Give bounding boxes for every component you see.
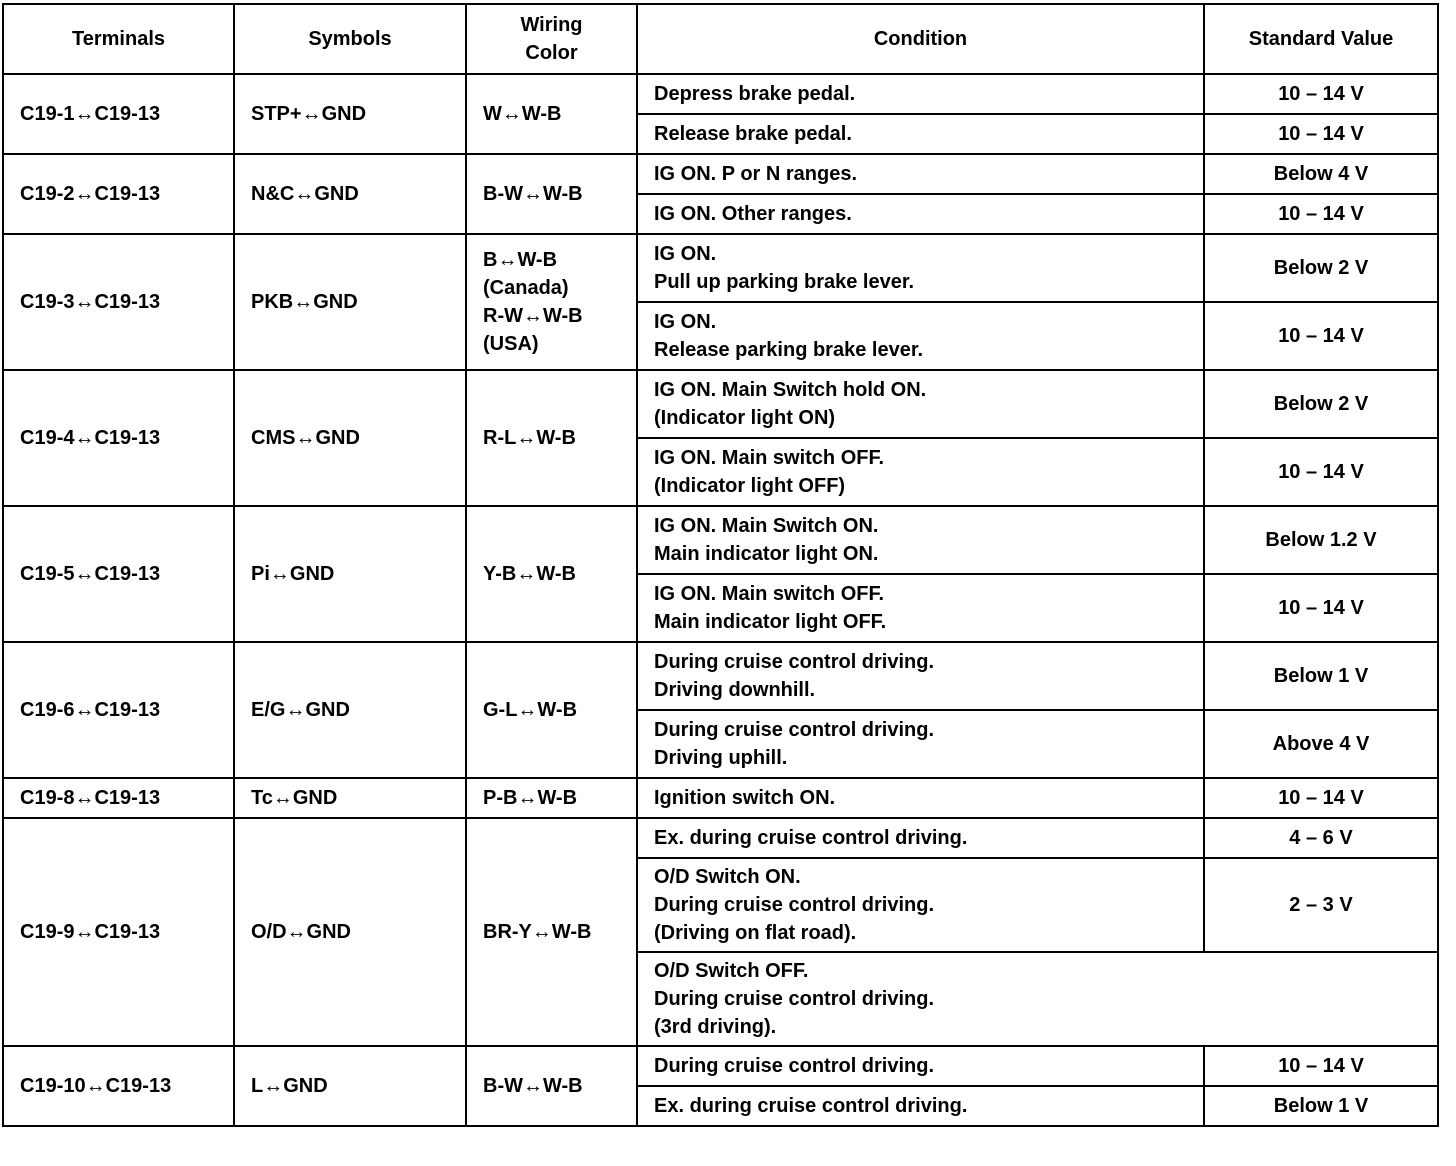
wiring-color-cell	[466, 234, 637, 370]
condition-cell	[637, 1046, 1204, 1086]
condition-line: IG ON. Main Switch ON.	[654, 515, 879, 537]
wiring-color-cell	[466, 506, 637, 642]
wiring-line: B-W↔W-B	[483, 1075, 583, 1097]
terminals-cell: C19-10↔C19-13	[3, 1046, 234, 1126]
wiring-line: (USA)	[483, 333, 539, 355]
symbols-cell: L↔GND	[234, 1046, 466, 1126]
condition-cell	[637, 858, 1204, 952]
standard-value-cell: Below 1 V	[1204, 642, 1438, 710]
condition-cell	[637, 574, 1204, 642]
header-symbols: Symbols	[234, 4, 466, 74]
wiring-line: BR-Y↔W-B	[483, 921, 592, 943]
header-condition: Condition	[637, 4, 1204, 74]
table-row	[3, 154, 1438, 194]
wiring-color-cell	[466, 818, 637, 1046]
condition-line: Ex. during cruise control driving.	[654, 827, 968, 849]
condition-line: IG ON. P or N ranges.	[654, 163, 858, 185]
condition-line: O/D Switch OFF.	[654, 960, 809, 982]
condition-line: (Indicator light ON)	[654, 407, 836, 429]
condition-cell	[637, 194, 1204, 234]
condition-line: Release parking brake lever.	[654, 339, 924, 361]
wiring-line: G-L↔W-B	[483, 699, 578, 721]
condition-line: During cruise control driving.	[654, 988, 935, 1010]
condition-cell	[637, 438, 1204, 506]
condition-line: Pull up parking brake lever.	[654, 271, 915, 293]
standard-value-cell: 2 – 3 V	[1204, 858, 1438, 952]
condition-line: IG ON. Main switch OFF.	[654, 447, 885, 469]
standard-value-cell: 10 – 14 V	[1204, 778, 1438, 818]
wiring-line: R-L↔W-B	[483, 427, 576, 449]
condition-line: Main indicator light OFF.	[654, 611, 887, 633]
terminals-cell: C19-3↔C19-13	[3, 234, 234, 370]
terminals-cell: C19-2↔C19-13	[3, 154, 234, 234]
standard-value-cell: 10 – 14 V	[1204, 574, 1438, 642]
condition-cell	[637, 642, 1204, 710]
header-terminals: Terminals	[3, 4, 234, 74]
condition-line: Driving uphill.	[654, 747, 788, 769]
terminals-cell: C19-1↔C19-13	[3, 74, 234, 154]
header-wiring-line2: Color	[525, 42, 578, 64]
condition-cell	[637, 154, 1204, 194]
wiring-color-cell	[466, 154, 637, 234]
standard-value-cell: 4 – 6 V	[1204, 818, 1438, 858]
standard-value-cell: 10 – 14 V	[1204, 194, 1438, 234]
spec-table-wrapper	[2, 3, 1439, 1127]
condition-line: Depress brake pedal.	[654, 83, 856, 105]
standard-value-cell: Below 1.2 V	[1204, 506, 1438, 574]
condition-line: IG ON. Other ranges.	[654, 203, 852, 225]
wiring-line: B-W↔W-B	[483, 183, 583, 205]
terminals-cell: C19-5↔C19-13	[3, 506, 234, 642]
terminals-cell: C19-9↔C19-13	[3, 818, 234, 1046]
terminal-standard-value-table	[2, 3, 1439, 1127]
table-row	[3, 74, 1438, 114]
header-row	[3, 4, 1438, 74]
wiring-line: P-B↔W-B	[483, 787, 578, 809]
standard-value-cell: 10 – 14 V	[1204, 114, 1438, 154]
standard-value-cell: 10 – 14 V	[1204, 74, 1438, 114]
standard-value-cell: Above 4 V	[1204, 710, 1438, 778]
condition-cell	[637, 778, 1204, 818]
condition-line: IG ON.	[654, 311, 717, 333]
condition-line: Main indicator light ON.	[654, 543, 879, 565]
condition-line: Ex. during cruise control driving.	[654, 1095, 968, 1117]
condition-cell	[637, 952, 1438, 1046]
condition-line: (Driving on flat road).	[654, 922, 857, 944]
condition-line: During cruise control driving.	[654, 651, 935, 673]
symbols-cell: Pi↔GND	[234, 506, 466, 642]
wiring-color-cell	[466, 778, 637, 818]
symbols-cell: N&C↔GND	[234, 154, 466, 234]
condition-line: IG ON. Main Switch hold ON.	[654, 379, 927, 401]
condition-cell	[637, 370, 1204, 438]
table-row	[3, 818, 1438, 858]
condition-cell	[637, 114, 1204, 154]
standard-value-cell: Below 4 V	[1204, 154, 1438, 194]
symbols-cell: PKB↔GND	[234, 234, 466, 370]
condition-line: (3rd driving).	[654, 1016, 777, 1038]
condition-line: IG ON.	[654, 243, 717, 265]
terminals-cell: C19-4↔C19-13	[3, 370, 234, 506]
wiring-color-cell	[466, 642, 637, 778]
symbols-cell: Tc↔GND	[234, 778, 466, 818]
condition-line: Ignition switch ON.	[654, 787, 836, 809]
wiring-line: W↔W-B	[483, 103, 562, 125]
standard-value-cell: 10 – 14 V	[1204, 438, 1438, 506]
standard-value-cell: Below 2 V	[1204, 234, 1438, 302]
standard-value-cell: 10 – 14 V	[1204, 1046, 1438, 1086]
condition-line: Release brake pedal.	[654, 123, 852, 145]
wiring-line: B↔W-B	[483, 249, 558, 271]
terminals-cell: C19-8↔C19-13	[3, 778, 234, 818]
symbols-cell: STP+↔GND	[234, 74, 466, 154]
condition-line: During cruise control driving.	[654, 719, 935, 741]
table-row	[3, 234, 1438, 302]
standard-value-cell: Below 2 V	[1204, 370, 1438, 438]
table-row	[3, 642, 1438, 710]
condition-cell	[637, 234, 1204, 302]
condition-line: During cruise control driving.	[654, 894, 935, 916]
table-row	[3, 370, 1438, 438]
condition-cell	[637, 302, 1204, 370]
condition-line: (Indicator light OFF)	[654, 475, 846, 497]
wiring-line: R-W↔W-B	[483, 305, 583, 327]
condition-line: IG ON. Main switch OFF.	[654, 583, 885, 605]
header-wiring-line1: Wiring	[520, 14, 583, 36]
symbols-cell: O/D↔GND	[234, 818, 466, 1046]
condition-line: O/D Switch ON.	[654, 866, 801, 888]
wiring-color-cell	[466, 370, 637, 506]
condition-line: Driving downhill.	[654, 679, 816, 701]
condition-line: During cruise control driving.	[654, 1055, 935, 1077]
condition-cell	[637, 506, 1204, 574]
wiring-line: Y-B↔W-B	[483, 563, 576, 585]
wiring-line: (Canada)	[483, 277, 569, 299]
table-row	[3, 506, 1438, 574]
symbols-cell: CMS↔GND	[234, 370, 466, 506]
condition-cell	[637, 74, 1204, 114]
wiring-color-cell	[466, 1046, 637, 1126]
condition-cell	[637, 710, 1204, 778]
wiring-color-cell	[466, 74, 637, 154]
symbols-cell: E/G↔GND	[234, 642, 466, 778]
table-row	[3, 1046, 1438, 1086]
condition-cell	[637, 1086, 1204, 1126]
table-row	[3, 778, 1438, 818]
terminals-cell: C19-6↔C19-13	[3, 642, 234, 778]
standard-value-cell: Below 1 V	[1204, 1086, 1438, 1126]
header-standard-value: Standard Value	[1204, 4, 1438, 74]
header-wiring-color	[466, 4, 637, 74]
condition-cell	[637, 818, 1204, 858]
standard-value-cell: 10 – 14 V	[1204, 302, 1438, 370]
